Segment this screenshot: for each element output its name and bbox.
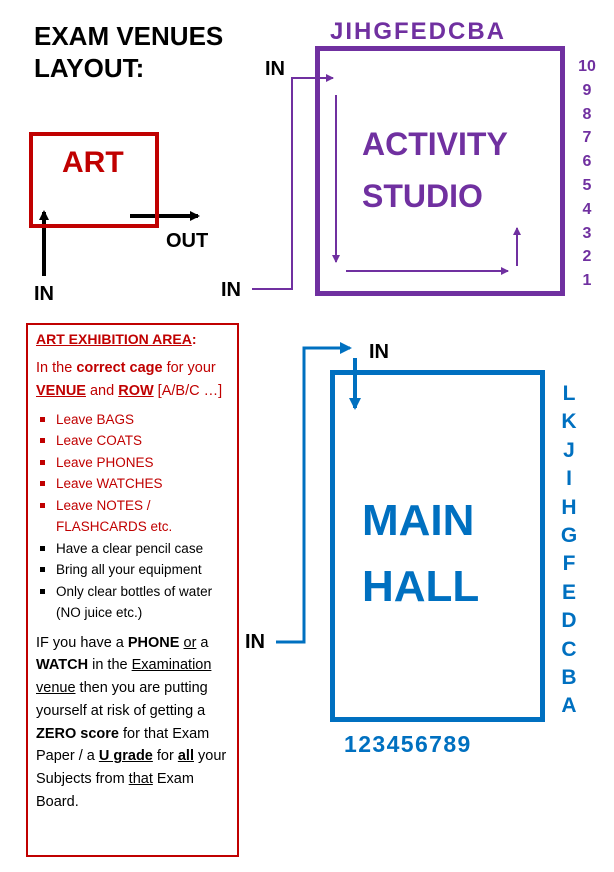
hall-row-letters [558, 380, 580, 721]
hall-row: A [561, 694, 577, 718]
exhibition-heading: ART EXHIBITION AREA: [36, 331, 197, 347]
studio-row: 4 [582, 200, 592, 218]
exhibition-warning: IF you have a PHONE or a WATCH in the Examination venue then you are putting yourself at risk of getting a ZERO score for that Exam Paper / a U grade for all your Subjects from that Exam Board. [36, 634, 227, 811]
hall-row: E [561, 580, 576, 604]
hall-row: K [561, 410, 577, 434]
hall-row: D [561, 609, 577, 633]
activity-studio-name-line-1: ACTIVITY [362, 126, 508, 162]
exhibition-intro: In the correct cage for your VENUE and ROW [A/B/C …] [36, 359, 223, 399]
studio-row: 7 [582, 129, 592, 147]
list-item: Leave NOTES / FLASHCARDS etc. [36, 495, 229, 538]
studio-row: 10 [578, 58, 596, 75]
main-hall-name-line-1: MAIN [362, 496, 475, 545]
main-hall-name [362, 488, 479, 620]
studio-row-numbers [576, 55, 598, 293]
art-exhibition-panel [26, 323, 239, 857]
title-line-1: EXAM VENUES [34, 21, 224, 51]
hall-row: H [561, 495, 577, 519]
activity-studio-name-line-2: STUDIO [362, 178, 483, 214]
list-item: Leave COATS [36, 430, 229, 452]
list-item: Leave BAGS [36, 409, 229, 431]
hall-row: I [566, 467, 572, 491]
hall-column-numbers: 123456789 [344, 731, 472, 757]
hall-row: J [563, 438, 575, 462]
hall-row: B [561, 666, 577, 690]
hall-row: F [562, 552, 576, 576]
studio-row: 5 [582, 176, 592, 194]
studio-row: 9 [582, 81, 592, 99]
studio-row: 8 [582, 105, 592, 123]
studio-in-top-label: IN [265, 58, 285, 80]
art-room-name: ART [62, 146, 124, 179]
main-hall-name-line-2: HALL [362, 562, 480, 611]
hall-in-top-label: IN [369, 341, 389, 363]
hall-in-left-label: IN [245, 631, 265, 653]
studio-row: 6 [582, 153, 592, 171]
studio-row: 2 [582, 248, 592, 266]
studio-in-bottom-path [252, 78, 292, 289]
activity-studio-name [362, 118, 508, 222]
list-item: Only clear bottles of water (NO juice etc.) [36, 581, 229, 624]
art-in-label: IN [34, 283, 54, 305]
list-item: Have a clear pencil case [36, 538, 229, 560]
art-out-label: OUT [166, 230, 209, 252]
studio-column-letters: JIHGFEDCBA [330, 18, 507, 45]
exhibition-rules-list [36, 409, 229, 624]
list-item: Bring all your equipment [36, 559, 229, 581]
hall-row: C [561, 637, 577, 661]
title-line-2: LAYOUT: [34, 53, 145, 83]
list-item: Leave WATCHES [36, 473, 229, 495]
studio-row: 1 [582, 272, 592, 290]
studio-in-bottom-label: IN [221, 279, 241, 301]
studio-row: 3 [582, 224, 592, 242]
hall-row: G [560, 524, 578, 548]
list-item: Leave PHONES [36, 452, 229, 474]
hall-row: L [562, 382, 576, 405]
